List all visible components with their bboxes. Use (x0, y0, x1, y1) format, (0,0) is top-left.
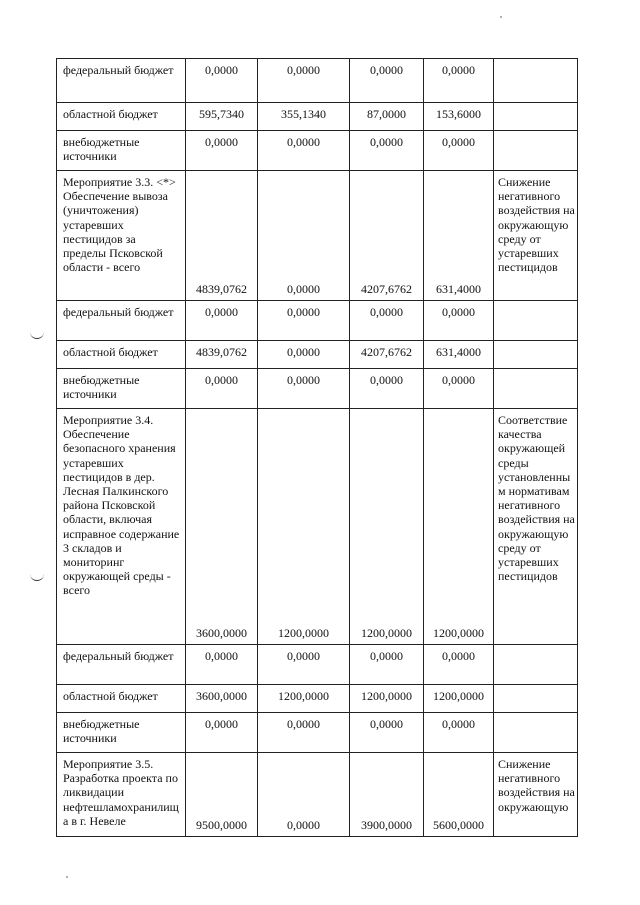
result-cell (494, 301, 578, 341)
table-row (57, 753, 578, 837)
result-cell (494, 103, 578, 131)
year2-cell: 1200,0000 (350, 685, 424, 713)
year1-cell: 0,0000 (258, 369, 350, 409)
year2-cell: 0,0000 (350, 369, 424, 409)
year1-cell: 0,0000 (258, 59, 350, 103)
row-label: федеральный бюджет (57, 645, 186, 685)
year2-cell: 3900,0000 (350, 753, 424, 837)
total-cell: 0,0000 (186, 301, 258, 341)
total-cell: 0,0000 (186, 131, 258, 171)
year1-cell: 0,0000 (258, 131, 350, 171)
year2-cell: 4207,6762 (350, 341, 424, 369)
year3-cell: 0,0000 (424, 59, 494, 103)
year2-cell: 87,0000 (350, 103, 424, 131)
table-row (57, 685, 578, 713)
row-label: внебюджетные источники (57, 369, 186, 409)
year3-cell: 5600,0000 (424, 753, 494, 837)
year3-cell: 0,0000 (424, 713, 494, 753)
result-cell (494, 713, 578, 753)
result-cell (494, 131, 578, 171)
table-row (57, 59, 578, 103)
year1-cell: 0,0000 (258, 713, 350, 753)
year2-cell: 0,0000 (350, 645, 424, 685)
result-cell (494, 685, 578, 713)
table-row (57, 341, 578, 369)
row-label: федеральный бюджет (57, 301, 186, 341)
year3-cell: 0,0000 (424, 131, 494, 171)
year3-cell: 0,0000 (424, 645, 494, 685)
year3-cell: 1200,0000 (424, 409, 494, 645)
table-row (57, 713, 578, 753)
table-row (57, 645, 578, 685)
budget-table (56, 58, 578, 837)
row-label: внебюджетные источники (57, 131, 186, 171)
binding-mark (30, 572, 44, 581)
year3-cell: 1200,0000 (424, 685, 494, 713)
year2-cell: 4207,6762 (350, 171, 424, 301)
table-row (57, 103, 578, 131)
year1-cell: 0,0000 (258, 753, 350, 837)
total-cell: 0,0000 (186, 369, 258, 409)
total-cell: 4839,0762 (186, 171, 258, 301)
total-cell: 0,0000 (186, 59, 258, 103)
year2-cell: 0,0000 (350, 59, 424, 103)
year2-cell: 1200,0000 (350, 409, 424, 645)
total-cell: 0,0000 (186, 713, 258, 753)
row-label: областной бюджет (57, 341, 186, 369)
year3-cell: 0,0000 (424, 369, 494, 409)
total-cell: 9500,0000 (186, 753, 258, 837)
year3-cell: 631,4000 (424, 171, 494, 301)
binding-mark (30, 330, 44, 339)
total-cell: 0,0000 (186, 645, 258, 685)
row-label: внебюджетные источники (57, 713, 186, 753)
year1-cell: 1200,0000 (258, 685, 350, 713)
table-row (57, 171, 578, 301)
year1-cell: 0,0000 (258, 171, 350, 301)
total-cell: 3600,0000 (186, 685, 258, 713)
scan-dot (500, 16, 502, 18)
year3-cell: 0,0000 (424, 301, 494, 341)
result-cell: Снижение негативного воздействия на окружающую (494, 753, 578, 837)
scan-dot (66, 876, 68, 878)
row-label: областной бюджет (57, 103, 186, 131)
total-cell: 3600,0000 (186, 409, 258, 645)
year2-cell: 0,0000 (350, 713, 424, 753)
table-row (57, 409, 578, 645)
result-cell (494, 369, 578, 409)
year2-cell: 0,0000 (350, 131, 424, 171)
table-row (57, 301, 578, 341)
result-cell (494, 341, 578, 369)
row-label: Мероприятие 3.3. <*> Обеспечение вывоза (уничтожения) устаревших пестицидов за пределы Псковской области - всего (57, 171, 186, 301)
result-cell: Снижение негативного воздействия на окружающую среду от устаревших пестицидов (494, 171, 578, 301)
year1-cell: 355,1340 (258, 103, 350, 131)
table-row (57, 369, 578, 409)
total-cell: 4839,0762 (186, 341, 258, 369)
year2-cell: 0,0000 (350, 301, 424, 341)
row-label: федеральный бюджет (57, 59, 186, 103)
year3-cell: 153,6000 (424, 103, 494, 131)
result-cell (494, 59, 578, 103)
row-label: областной бюджет (57, 685, 186, 713)
result-cell (494, 645, 578, 685)
total-cell: 595,7340 (186, 103, 258, 131)
row-label: Мероприятие 3.4. Обеспечение безопасного хранения устаревших пестицидов в дер. Лесная Палкинского района Псковской области, включая исправное содержание 3 складов и мониторинг окружающей среды - всего (57, 409, 186, 645)
table-row (57, 131, 578, 171)
year1-cell: 0,0000 (258, 645, 350, 685)
year1-cell: 1200,0000 (258, 409, 350, 645)
year1-cell: 0,0000 (258, 341, 350, 369)
year3-cell: 631,4000 (424, 341, 494, 369)
year1-cell: 0,0000 (258, 301, 350, 341)
result-cell: Соответствие качества окружающей среды установленны м нормативам негативного воздействия на окружающую среду от устаревших пестицидов (494, 409, 578, 645)
row-label: Мероприятие 3.5. Разработка проекта по ликвидации нефтешламохранилища в г. Невеле (57, 753, 186, 837)
